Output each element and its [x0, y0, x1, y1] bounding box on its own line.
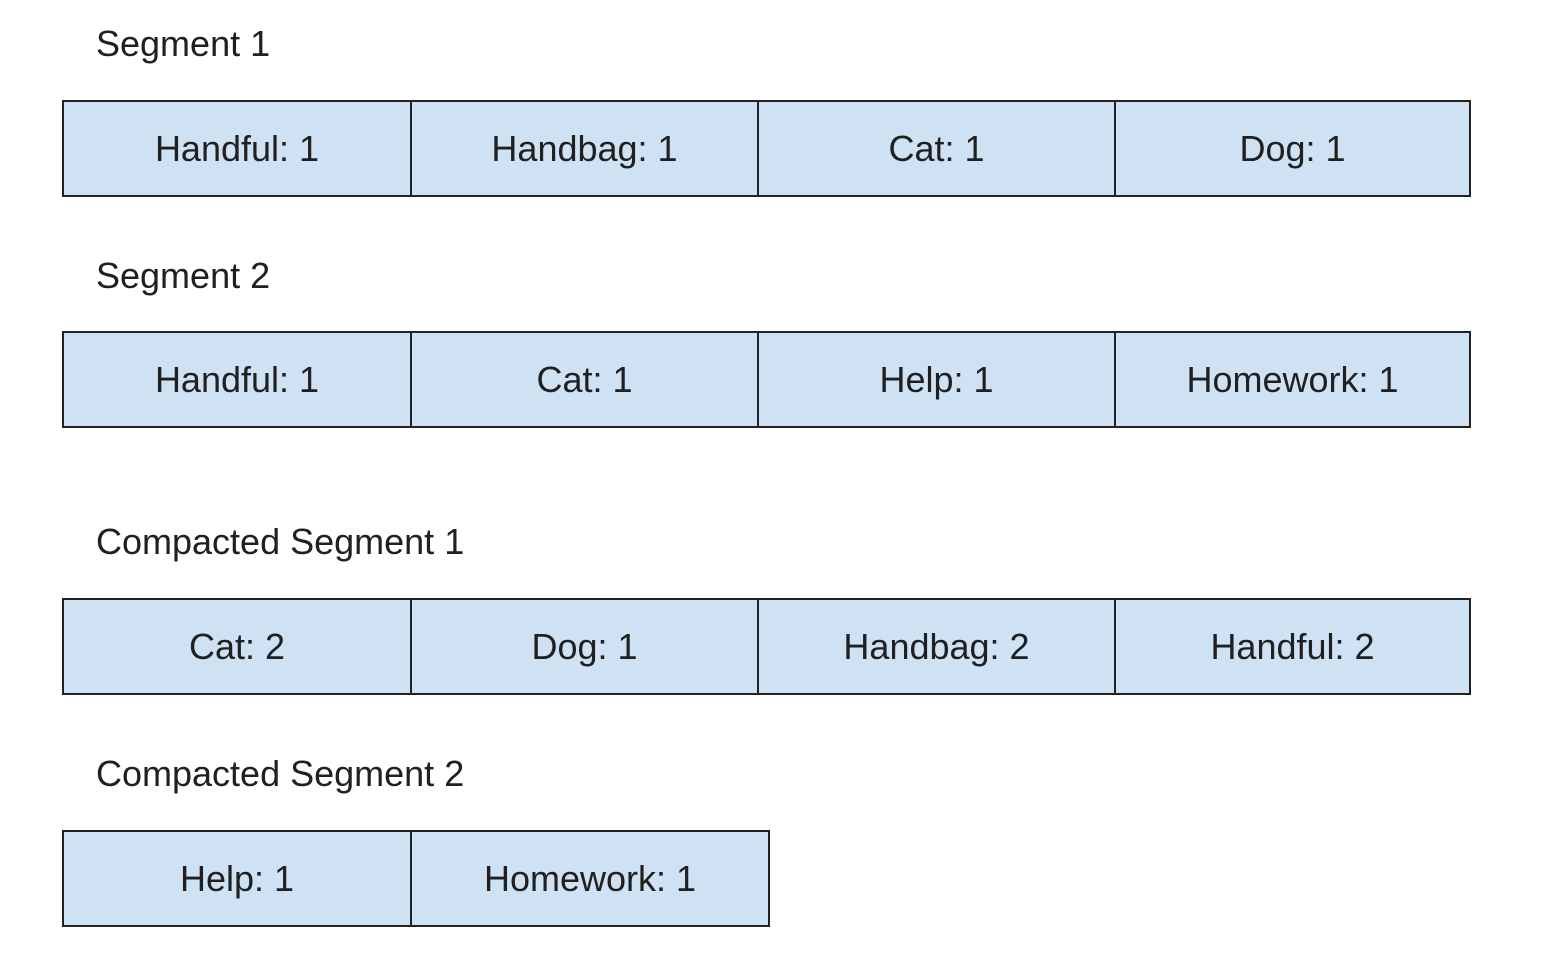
compacted-segment-2-row — [62, 830, 770, 927]
segment-1-cell: Dog: 1 — [1114, 100, 1471, 197]
segment-2-cell: Handful: 1 — [62, 331, 412, 428]
segment-2-row — [62, 331, 1471, 428]
segment-1-row — [62, 100, 1471, 197]
segment-2-cell: Homework: 1 — [1114, 331, 1471, 428]
compacted-segment-1-cell: Handful: 2 — [1114, 598, 1471, 695]
compacted-segment-1-label: Compacted Segment 1 — [96, 521, 465, 562]
segment-2-label: Segment 2 — [96, 255, 271, 296]
segment-1-cell: Cat: 1 — [757, 100, 1116, 197]
compacted-segment-2-cell: Homework: 1 — [410, 830, 770, 927]
segment-1-cell: Handful: 1 — [62, 100, 412, 197]
compacted-segment-2-cell: Help: 1 — [62, 830, 412, 927]
segment-1-label: Segment 1 — [96, 23, 271, 64]
compacted-segment-1-row — [62, 598, 1471, 695]
compacted-segment-1-cell: Handbag: 2 — [757, 598, 1116, 695]
compacted-segment-1-cell: Dog: 1 — [410, 598, 759, 695]
compacted-segment-2-label: Compacted Segment 2 — [96, 753, 465, 794]
segment-1-cell: Handbag: 1 — [410, 100, 759, 197]
compacted-segment-1-cell: Cat: 2 — [62, 598, 412, 695]
segment-2-cell: Cat: 1 — [410, 331, 759, 428]
segment-2-cell: Help: 1 — [757, 331, 1116, 428]
